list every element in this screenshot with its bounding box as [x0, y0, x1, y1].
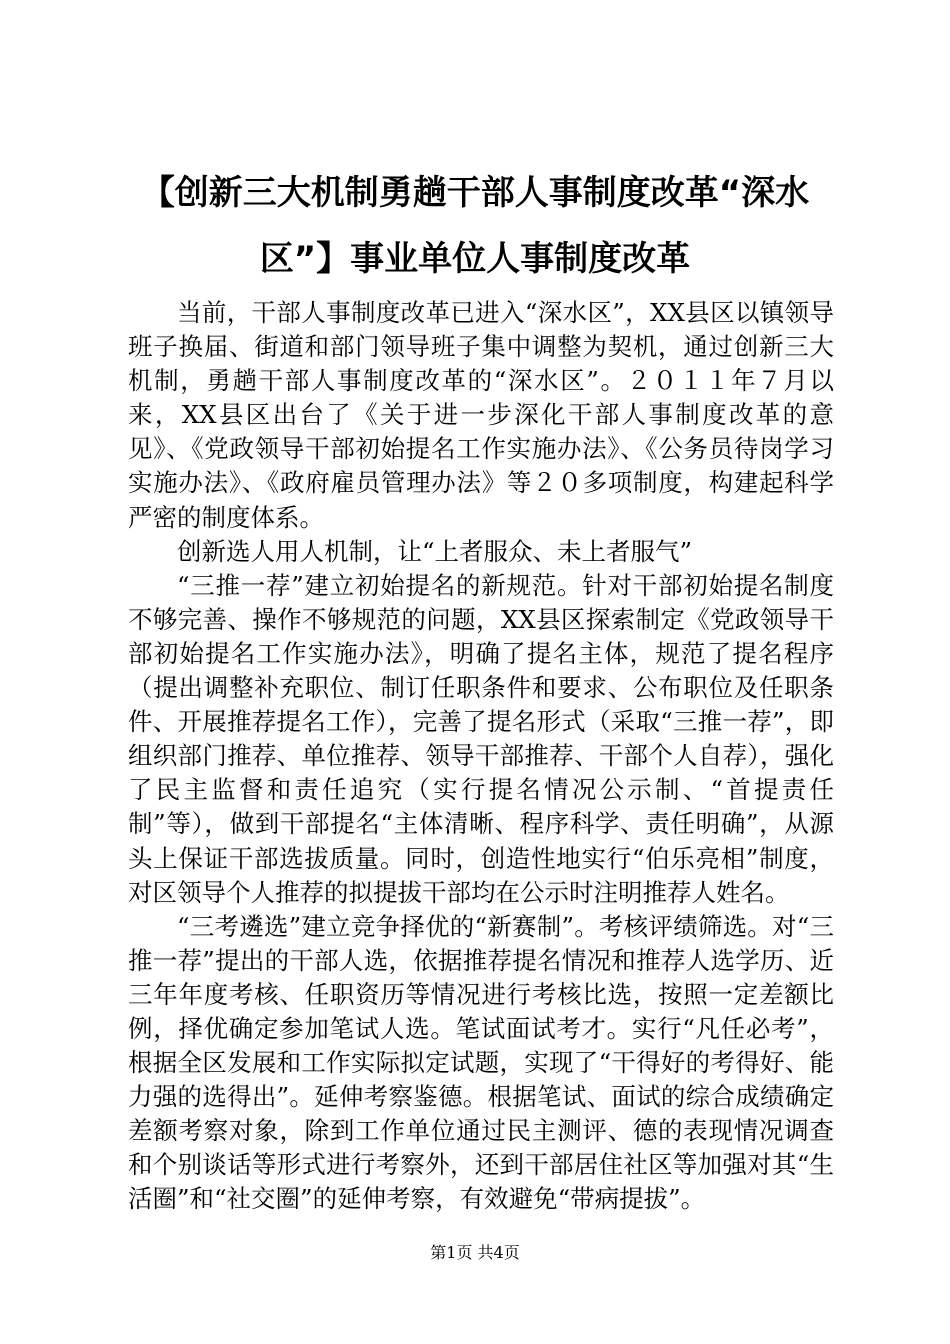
document-body: [128, 296, 834, 1217]
document-title: 【创新三大机制勇趟干部人事制度改革“深水区”】事业单位人事制度改革: [140, 173, 810, 279]
paragraph-nomination: “三推一荐”建立初始提名的新规范。针对干部初始提名制度不够完善、操作不够规范的问题，XX县区探索制定《党政领导干部初始提名工作实施办法》，明确了提名主体，规范了提名程序（提出调整补充职位、制订任职条件和要求、公布职位及任职条件、开展推荐提名工作），完善了提名形式（采取“三推一荐”，即组织部门推荐、单位推荐、领导干部推荐、干部个人自荐），强化了民主监督和责任追究（实行提名情况公示制、“首提责任制”等），做到干部提名“主体清晰、程序科学、责任明确”，从源头上保证干部选拔质量。同时，创造性地实行“伯乐亮相”制度，对区领导个人推荐的拟提拔干部均在公示时注明推荐人姓名。: [128, 570, 834, 907]
paragraph-intro: 当前，干部人事制度改革已进入“深水区”，XX县区以镇领导班子换届、街道和部门领导班子集中调整为契机，通过创新三大机制，勇趟干部人事制度改革的“深水区”。２０１１年７月以来，XX县区出台了《关于进一步深化干部人事制度改革的意见》、《党政领导干部初始提名工作实施办法》、《公务员待岗学习实施办法》、《政府雇员管理办法》等２０多项制度，构建起科学严密的制度体系。: [128, 298, 834, 532]
paragraph-selection: “三考遴选”建立竞争择优的“新赛制”。考核评绩筛选。对“三推一荐”提出的干部人选，依据推荐提名情况和推荐人选学历、近三年年度考核、任职资历等情况进行考核比选，按照一定差额比例，择优确定参加笔试人选。笔试面试考才。实行“凡任必考”，根据全区发展和工作实际拟定试题，实现了“干得好的考得好、能力强的选得出”。延伸考察鉴德。根据笔试、面试的综合成绩确定差额考察对象，除到工作单位通过民主测评、德的表现情况调查和个别谈话等形式进行考察外，还到干部居住社区等加强对其“生活圈”和“社交圈”的延伸考察，有效避免“带病提拔”。: [128, 911, 834, 1214]
section-heading: 创新选人用人机制，让“上者服众、未上者服气”: [177, 536, 693, 566]
page-footer: 第1页 共4页: [430, 1243, 520, 1262]
